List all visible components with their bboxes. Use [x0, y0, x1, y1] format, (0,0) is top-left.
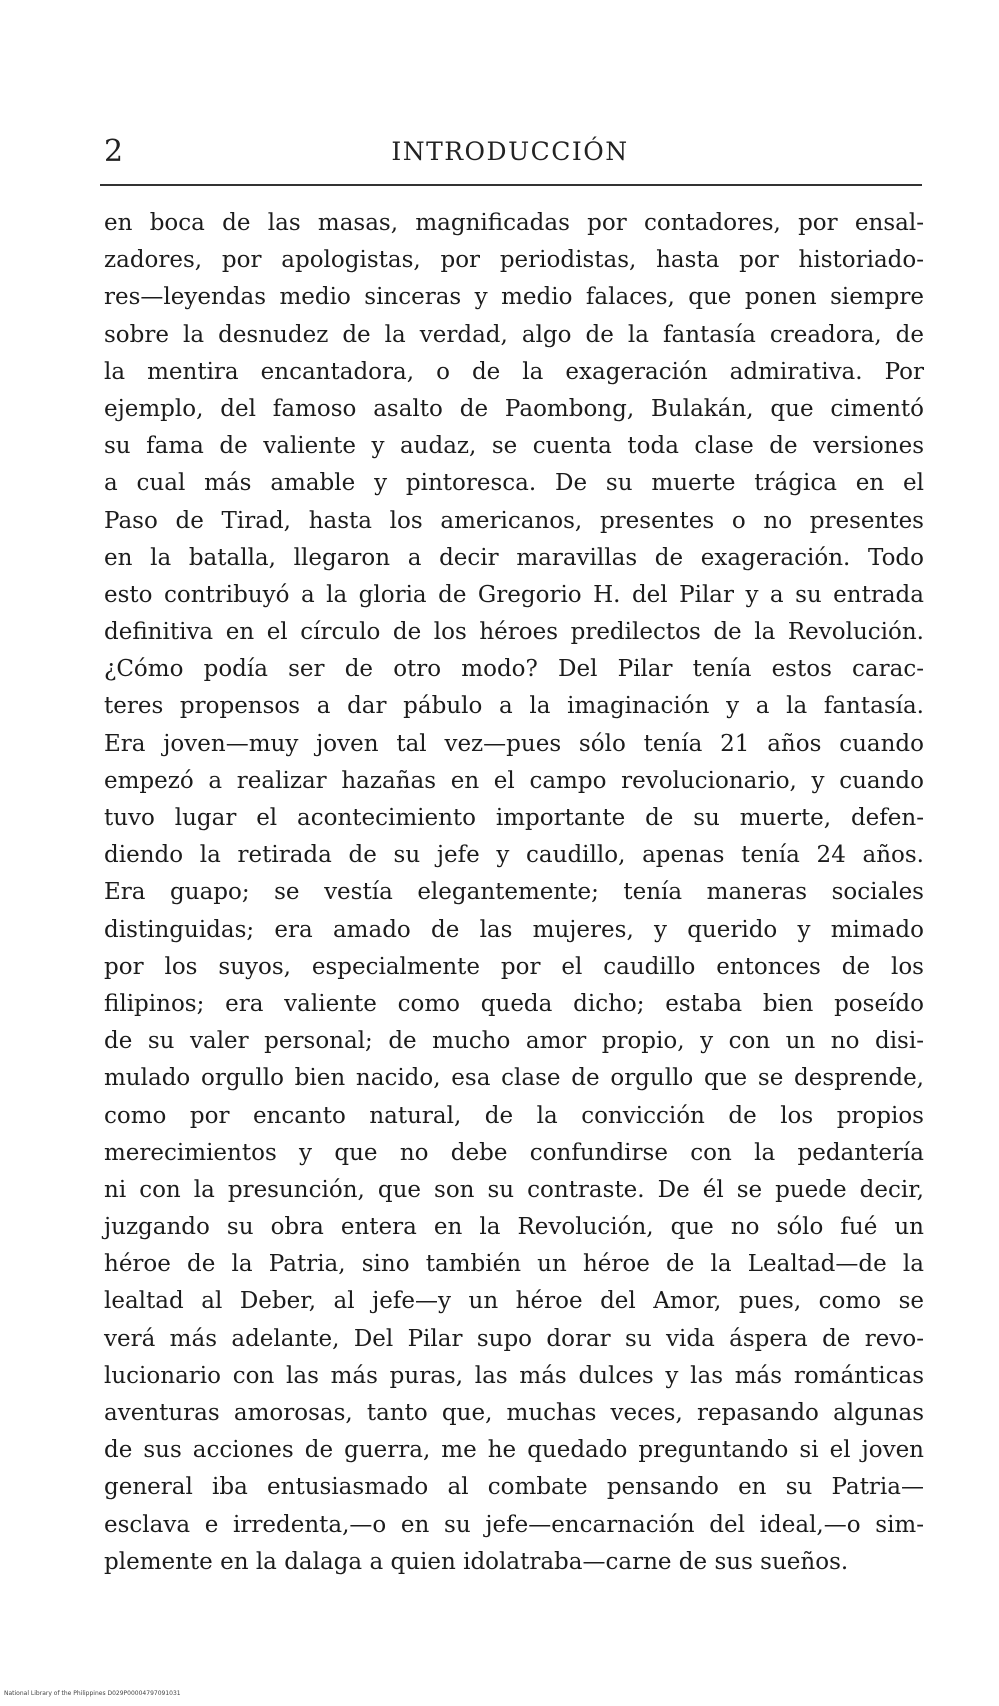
text-line: Paso de Tirad, hasta los americanos, presentes o no presentes [104, 507, 924, 534]
scan-footer-note: National Library of the Philippines D029P00004797091031 [4, 1690, 181, 1697]
text-line: esclava e irredenta,—o en su jefe—encarnación del ideal,—o sim- [104, 1511, 924, 1538]
text-line: mulado orgullo bien nacido, esa clase de orgullo que se desprende, [104, 1065, 924, 1092]
running-head: INTRODUCCIÓN [391, 137, 629, 166]
text-line: ejemplo, del famoso asalto de Paombong, Bulakán, que cimentó [104, 395, 924, 422]
text-line: verá más adelante, Del Pilar supo dorar su vida áspera de revo- [104, 1325, 924, 1352]
page-header [100, 132, 920, 172]
text-line: su fama de valiente y audaz, se cuenta toda clase de versiones [104, 433, 924, 460]
text-line: lucionario con las más puras, las más dulces y las más románticas [104, 1362, 924, 1389]
text-line: Era guapo; se vestía elegantemente; tenía maneras sociales [104, 879, 924, 906]
text-line: Era joven—muy joven tal vez—pues sólo tenía 21 años cuando [104, 730, 924, 757]
page-number: 2 [104, 134, 124, 169]
text-line: distinguidas; era amado de las mujeres, y querido y mimado [104, 916, 924, 943]
text-line: res—leyendas medio sinceras y medio falaces, que ponen siempre [104, 284, 924, 311]
text-line: ni con la presunción, que son su contraste. De él se puede decir, [104, 1176, 924, 1203]
text-line: diendo la retirada de su jefe y caudillo, apenas tenía 24 años. [104, 842, 924, 869]
text-line: en la batalla, llegaron a decir maravillas de exageración. Todo [104, 544, 924, 571]
text-line: empezó a realizar hazañas en el campo revolucionario, y cuando [104, 767, 924, 794]
text-line: a cual más amable y pintoresca. De su muerte trágica en el [104, 470, 924, 497]
text-line: por los suyos, especialmente por el caudillo entonces de los [104, 953, 924, 980]
text-line: definitiva en el círculo de los héroes predilectos de la Revolución. [104, 619, 924, 646]
text-line: de su valer personal; de mucho amor propio, y con un no disi- [104, 1028, 924, 1055]
text-line: en boca de las masas, magnificadas por contadores, por ensal- [104, 210, 924, 236]
text-line: lealtad al Deber, al jefe—y un héroe del Amor, pues, como se [104, 1288, 924, 1315]
text-line: teres propensos a dar pábulo a la imaginación y a la fantasía. [104, 693, 924, 720]
body-text [104, 205, 924, 1581]
text-line: como por encanto natural, de la convicción de los propios [104, 1102, 924, 1129]
text-line: plemente en la dalaga a quien idolatraba—carne de sus sueños. [104, 1548, 849, 1575]
text-line: ¿Cómo podía ser de otro modo? Del Pilar tenía estos carac- [104, 656, 924, 683]
text-line: zadores, por apologistas, por periodistas, hasta por historiado- [104, 247, 924, 274]
text-line: filipinos; era valiente como queda dicho; estaba bien poseído [104, 990, 924, 1017]
text-line: sobre la desnudez de la verdad, algo de la fantasía creadora, de [104, 321, 924, 348]
text-line: juzgando su obra entera en la Revolución, que no sólo fué un [104, 1214, 924, 1241]
text-line: merecimientos y que no debe confundirse con la pedantería [104, 1139, 924, 1166]
header-rule [100, 184, 922, 186]
text-line: general iba entusiasmado al combate pensando en su Patria— [104, 1474, 924, 1501]
text-line: la mentira encantadora, o de la exageración admirativa. Por [104, 358, 924, 385]
text-line: aventuras amorosas, tanto que, muchas veces, repasando algunas [104, 1400, 924, 1426]
text-line: de sus acciones de guerra, me he quedado preguntando si el joven [104, 1437, 924, 1464]
text-line: esto contribuyó a la gloria de Gregorio H. del Pilar y a su entrada [104, 581, 924, 608]
text-line: héroe de la Patria, sino también un héroe de la Lealtad—de la [104, 1251, 924, 1278]
text-line: tuvo lugar el acontecimiento importante de su muerte, defen- [104, 805, 924, 831]
